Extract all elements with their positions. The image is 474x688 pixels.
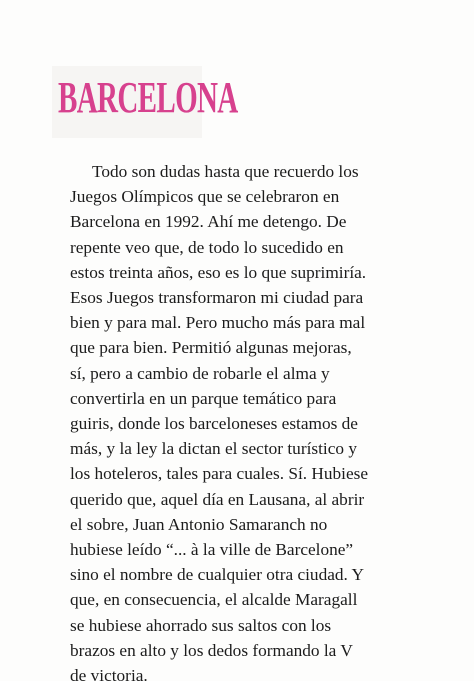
- article-heading: BARCELONA: [58, 73, 238, 122]
- body-line: hubiese leído “... à la ville de Barcelone”: [70, 540, 354, 560]
- body-line: estos treinta años, eso es lo que suprimiría.: [70, 262, 367, 282]
- body-line: sí, pero a cambio de robarle el alma y: [70, 363, 330, 383]
- body-line: Barcelona en 1992. Ahí me detengo. De: [70, 212, 347, 232]
- body-line: que, en consecuencia, el alcalde Maragall: [70, 590, 358, 610]
- body-line: el sobre, Juan Antonio Samaranch no: [70, 514, 328, 534]
- body-line: de victoria.: [70, 666, 148, 686]
- article-body: [70, 159, 430, 688]
- body-line: repente veo que, de todo lo sucedido en: [70, 237, 344, 257]
- body-line: brazos en alto y los dedos formando la V: [70, 640, 353, 660]
- body-line: los hoteleros, tales para cuales. Sí. Hubiese: [70, 464, 369, 484]
- body-line: que para bien. Permitió algunas mejoras,: [70, 338, 352, 358]
- body-line: Todo son dudas hasta que recuerdo los: [92, 162, 359, 181]
- body-line: Esos Juegos transformaron mi ciudad para: [70, 288, 364, 308]
- body-line: guiris, donde los barceloneses estamos de: [70, 414, 358, 434]
- body-line: convertirla en un parque temático para: [70, 388, 337, 408]
- body-line: se hubiese ahorrado sus saltos con los: [70, 615, 332, 635]
- body-line: Juegos Olímpicos que se celebraron en: [70, 187, 340, 207]
- body-line: más, y la ley la dictan el sector turístico y: [70, 439, 357, 459]
- body-line: querido que, aquel día en Lausana, al abrir: [70, 489, 365, 509]
- body-line: bien y para mal. Pero mucho más para mal: [70, 313, 366, 333]
- body-line: sino el nombre de cualquier otra ciudad. Y: [70, 565, 365, 585]
